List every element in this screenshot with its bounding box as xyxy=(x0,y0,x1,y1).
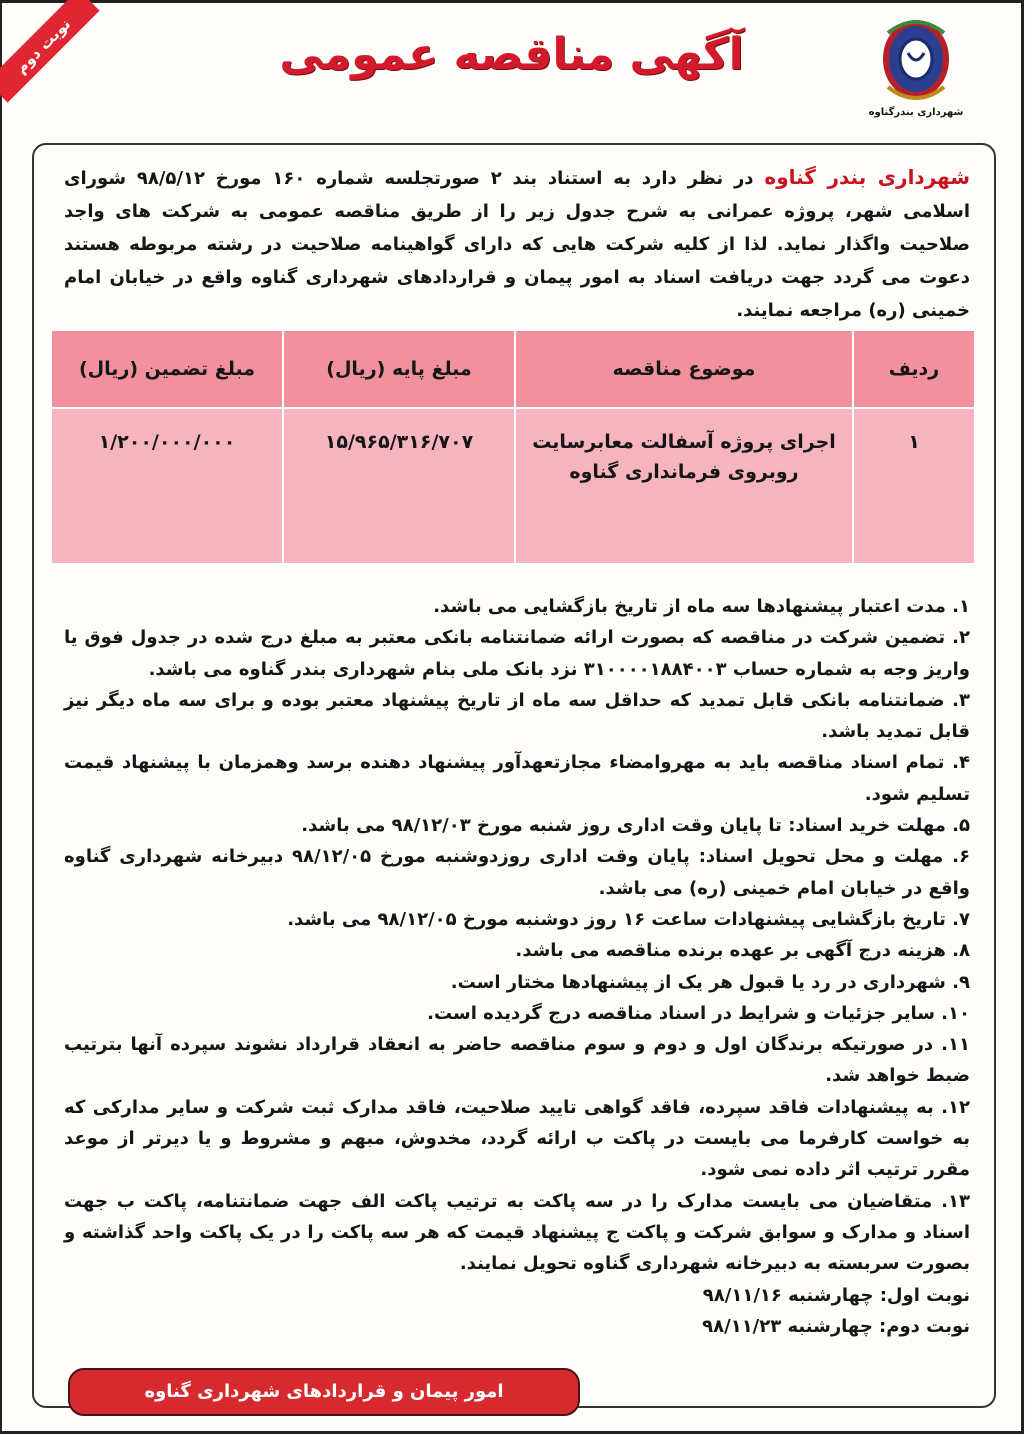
publication-badge: نوبت دوم xyxy=(0,0,101,103)
condition-item: ۸. هزینه درج آگهی بر عهده برنده مناقصه می باشد. xyxy=(516,940,971,962)
condition-item: ۱. مدت اعتبار پیشنهادها سه ماه از تاریخ بازگشایی می باشد. xyxy=(434,596,971,617)
footer-department-label: امور پیمان و قراردادهای شهرداری گناوه xyxy=(69,1368,581,1416)
condition-item: ۱۰. سایر جزئیات و شرایط در اسناد مناقصه درج گردیده است. xyxy=(428,1002,971,1024)
condition-item: ۱۱. در صورتیکه برندگان اول و دوم و سوم مناقصه حاضر به انعقاد قرارداد نشوند سپرده آنها بترتیب ضبط خواهد شد. xyxy=(65,1034,971,1087)
table-row xyxy=(52,408,976,564)
organization-name: شهرداری بندر گناوه xyxy=(765,165,972,189)
condition-item: ۴. تمام اسناد مناقصه باید به مهروامضاء مجازتعهدآور پیشنهاد دهنده برسد وهمزمان با پیشنهاد قیمت تسلیم شود. xyxy=(65,752,971,805)
col-header-base-amount: مبلغ پایه (ریال) xyxy=(284,330,516,408)
col-header-guarantee: مبلغ تضمین (ریال) xyxy=(52,330,284,408)
condition-item: ۲. تضمین شرکت در مناقصه که بصورت ارائه ضمانتنامه بانکی معتبر به مبلغ درج شده در جدول فوق یا واریز وجه به شماره حساب ۳۱۰۰۰۰۱۸۸۴۰۰۳ نزد بانک ملی بنام شهرداری بندر گناوه می باشد. xyxy=(65,627,971,680)
condition-item: ۶. مهلت و محل تحویل اسناد: پایان وقت اداری روزدوشنبه مورخ ۹۸/۱۲/۰۵ دبیرخانه شهرداری گناوه واقع در خیابان امام خمینی (ره) می باشد. xyxy=(65,846,972,899)
page-title: آگهی مناقصه عمومی xyxy=(280,29,745,80)
second-publication-date: نوبت دوم: چهارشنبه ۹۸/۱۱/۲۳ xyxy=(703,1315,971,1337)
condition-item: ۳. ضمانتنامه بانکی قابل تمدید که حداقل سه ماه از تاریخ پیشنهاد معتبر بوده و برای سه ماه دیگر نیز قابل تمدید باشد. xyxy=(65,689,971,743)
logo-caption: شهرداری بندرگناوه xyxy=(869,107,965,118)
col-header-row-no: ردیف xyxy=(854,330,976,408)
table-header-row xyxy=(52,330,976,408)
cell-guarantee: ۱/۲۰۰/۰۰۰/۰۰۰ xyxy=(52,408,284,564)
cell-row-no: ۱ xyxy=(854,408,976,564)
conditions-list xyxy=(65,591,971,1342)
intro-text: در نظر دارد به استناد بند ۲ صورتجلسه شماره ۱۶۰ مورخ ۹۸/۵/۱۲ شورای اسلامی شهر، پروژه عمرانی به شرح جدول زیر را از طریق مناقصه عمومی به شرکت های واجد صلاحیت واگذار نماید. لذا از کلیه شرکت هایی که دارای گواهینامه صلاحیت در رشته مربوطه هستند دعوت می گردد جهت دریافت اسناد به امور پیمان و قراردادهای شهرداری گناوه واقع در خیابان امام خمینی (ره) مراجعه نمایند. xyxy=(65,168,971,321)
col-header-subject: موضوع مناقصه xyxy=(516,330,854,408)
condition-item: ۷. تاریخ بازگشایی پیشنهادات ساعت ۱۶ روز دوشنبه مورخ ۹۸/۱۲/۰۵ می باشد. xyxy=(288,908,971,930)
condition-item: ۱۳. متقاضیان می بایست مدارک را در سه پاکت به ترتیب پاکت الف جهت ضمانتنامه، پاکت ب جهت اسناد و مدارک و سوابق شرکت و پاکت ج پیشنهاد قیمت که هر سه پاکت را در یک پاکت واحد گذاشته و بصورت سربسته به دبیرخانه شهرداری گناوه تحویل نمایند. xyxy=(65,1190,971,1275)
tender-table xyxy=(51,329,977,565)
cell-subject: اجرای پروژه آسفالت معابرسایت روبروی فرمانداری گناوه xyxy=(516,408,854,564)
intro-paragraph xyxy=(65,161,971,327)
first-publication-date: نوبت اول: چهارشنبه ۹۸/۱۱/۱۶ xyxy=(703,1284,971,1306)
condition-item: ۱۲. به پیشنهادات فاقد سپرده، فاقد گواهی تایید صلاحیت، فاقد مدارک ثبت شرکت و سایر مدارکی که به خواست کارفرما می بایست در پاکت ب ارائه گردد، مخدوش، مبهم و مشروط و یا دیرتر از موعد مقرر ترتیب اثر داده نمی شود. xyxy=(65,1096,971,1181)
condition-item: ۹. شهرداری در رد یا قبول هر یک از پیشنهادها مختار است. xyxy=(451,971,971,993)
condition-item: ۵. مهلت خرید اسناد: تا پایان وقت اداری روز شنبه مورخ ۹۸/۱۲/۰۳ می باشد. xyxy=(302,815,971,837)
cell-base-amount: ۱۵/۹۶۵/۳۱۶/۷۰۷ xyxy=(284,408,516,564)
